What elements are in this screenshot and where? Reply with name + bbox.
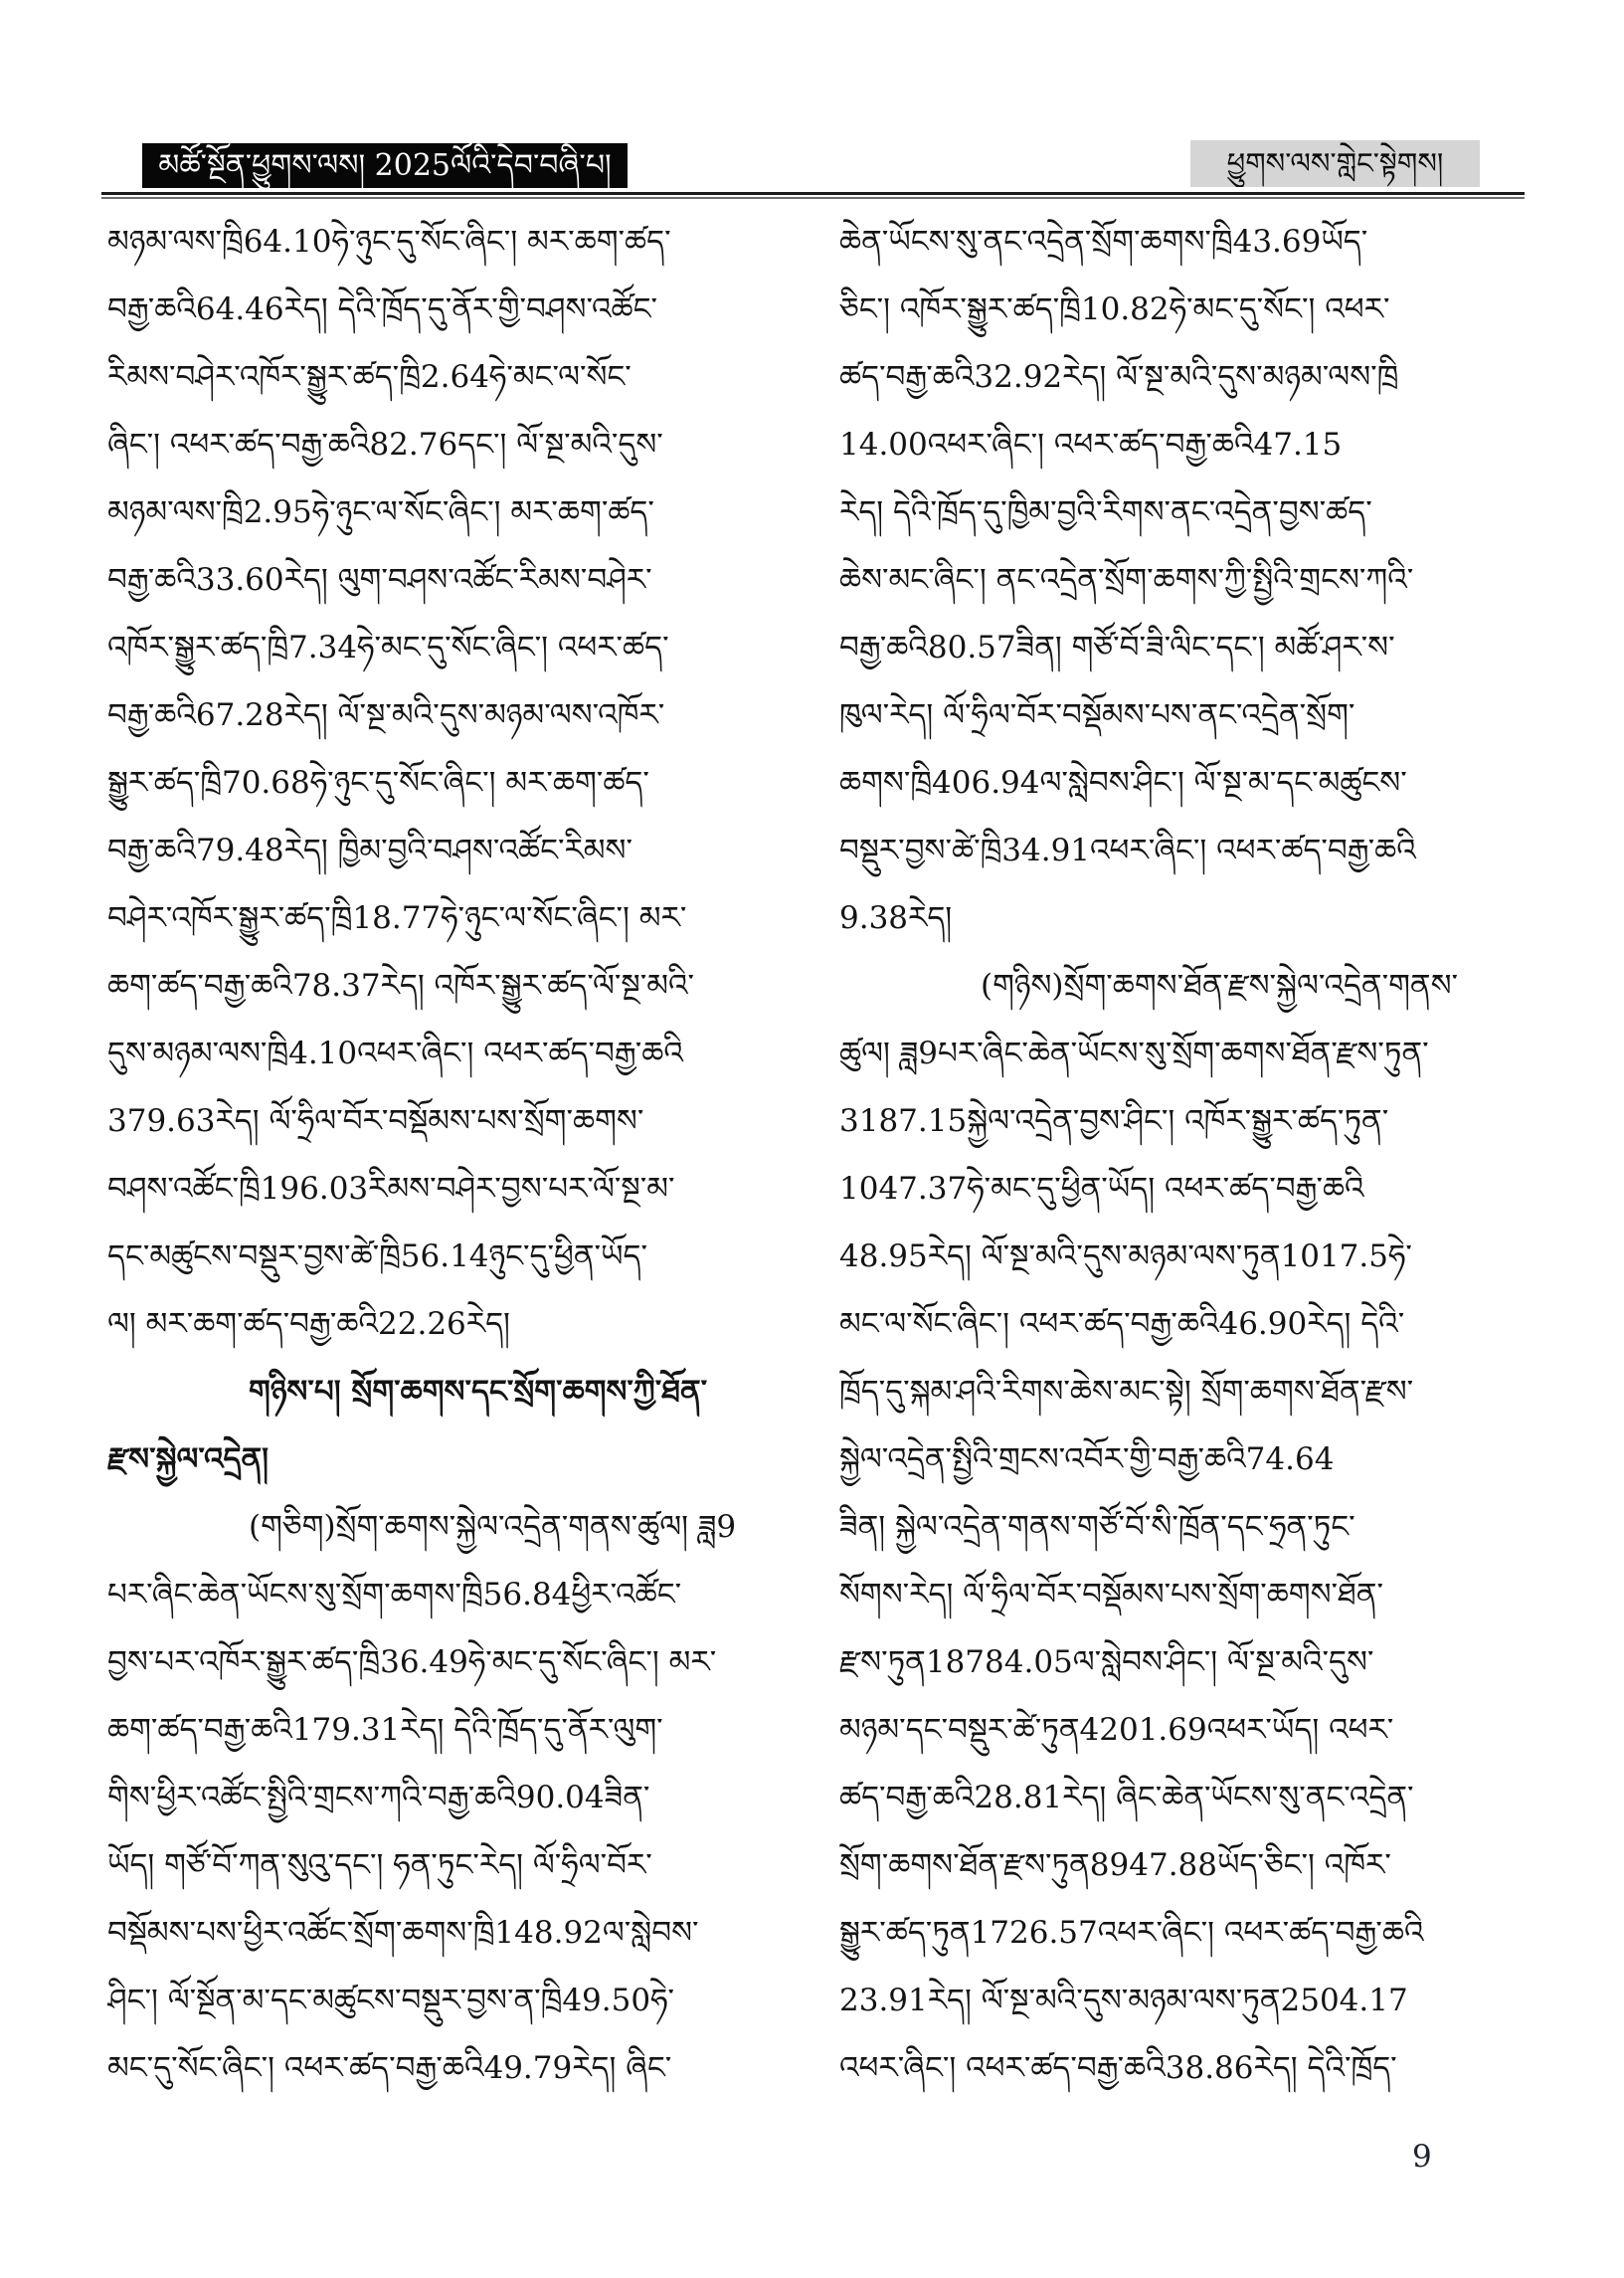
page-number: 9: [1412, 2139, 1432, 2175]
text-line: པར་ཞིང་ཆེན་ཡོངས་སུ་སྲོག་ཆགས་ཁྲི56.84ཕྱིར་འཚོང་: [107, 1577, 682, 1613]
text-line: སྲོག་ཆགས་ཐོན་རྫས་ཏུན8947.88ཡོད་ཅིང་། འཁོར་: [839, 1847, 1391, 1883]
text-line: རྫས་ཏུན18784.05ལ་སླེབས་ཤིང་། ལོ་སྔ་མའི་དུས་: [839, 1644, 1374, 1680]
section-heading-line: རྫས་སྐྱེལ་འདྲེན།: [107, 1441, 270, 1477]
text-line: བརྒྱ་ཆའི64.46རེད། དེའི་ཁྲོད་དུ་ནོར་གྱི་བཤས་འཚོང་: [107, 291, 658, 327]
text-line: ལ། མར་ཆག་ཚད་བརྒྱ་ཆའི22.26རེད།: [107, 1306, 510, 1342]
text-column-left: [107, 208, 782, 2102]
text-line: ཁྲོད་དུ་སྐམ་ཤའི་རིགས་ཆེས་མང་སྟེ། སྲོག་ཆགས་ཐོན་རྫས་: [839, 1374, 1414, 1410]
text-line: ཆེས་མང་ཞིང་། ནང་འདྲེན་སྲོག་ཆགས་ཀྱི་སྤྱིའི་གྲངས་ཀའི་: [839, 562, 1414, 598]
text-line: འཕར་ཞིང་། འཕར་ཚད་བརྒྱ་ཆའི38.86རེད། དེའི་ཁྲོད་: [839, 2050, 1397, 2086]
text-line: བརྒྱ་ཆའི33.60རེད། ལུག་བཤས་འཚོང་རིམས་བཤེར་: [107, 562, 652, 598]
text-line: ཆག་ཚད་བརྒྱ་ཆའི179.31རེད། དེའི་ཁྲོད་དུ་ནོར་ལུག་: [107, 1712, 663, 1748]
text-line: མཉམ་ལས་ཁྲི2.95ཧེ་ཉུང་ལ་སོང་ཞིང་། མར་ཆག་ཚད་: [107, 494, 654, 530]
section-heading-line: གཉིས་པ། སྲོག་ཆགས་དང་སྲོག་ཆགས་ཀྱི་ཐོན་: [249, 1374, 708, 1410]
text-line: བརྒྱ་ཆའི67.28རེད། ལོ་སྔ་མའི་དུས་མཉམ་ལས་འཁོར་: [107, 697, 665, 733]
text-line: མང་དུ་སོང་ཞིང་། འཕར་ཚད་བརྒྱ་ཆའི49.79རེད། ཞིང་: [107, 2050, 672, 2086]
text-line: 379.63རེད། ལོ་ཧྲིལ་བོར་བསྡོམས་པས་སྲོག་ཆགས་: [107, 1103, 644, 1139]
text-line: ཡོད། གཙོ་བོ་ཀན་སུའུ་དང་། ཧན་ཏུང་རེད། ལོ་ཧྲིལ་བོར་: [107, 1847, 652, 1883]
text-line: ཞིང་། འཕར་ཚད་བརྒྱ་ཆའི82.76དང་། ལོ་སྔ་མའི་དུས་: [107, 427, 663, 463]
text-line: 9.38རེད།: [839, 900, 953, 936]
header-rule-bottom: [101, 197, 1525, 199]
text-line: བསྡོམས་པས་ཕྱིར་འཚོང་སྲོག་ཆགས་ཁྲི148.92ལ་སླེབས་: [107, 1915, 699, 1951]
text-column-right: [839, 208, 1524, 2102]
section-title-banner: ཕྱུགས་ལས་གླེང་སྟེགས།: [1190, 140, 1480, 187]
text-line: 1047.37ཧེ་མང་དུ་ཕྱིན་ཡོད། འཕར་ཚད་བརྒྱ་ཆའི: [839, 1171, 1364, 1207]
text-line: སྒྱུར་ཚད་ཏུན1726.57འཕར་ཞིང་། འཕར་ཚད་བརྒྱ་ཆའི: [839, 1915, 1424, 1951]
text-line: དང་མཚུངས་བསྡུར་བྱས་ཚེ་ཁྲི56.14ཉུང་དུ་ཕྱིན་ཡོད་: [107, 1238, 647, 1274]
text-line: 48.95རེད། ལོ་སྔ་མའི་དུས་མཉམ་ལས་ཏུན1017.5ཧེ་: [839, 1238, 1412, 1274]
text-line: འཁོར་སྒྱུར་ཚད་ཁྲི7.34ཧེ་མང་དུ་སོང་ཞིང་། འཕར་ཚད་: [107, 630, 669, 665]
header-rule-top: [101, 192, 1525, 195]
text-line: གིས་ཕྱིར་འཚོང་སྤྱིའི་གྲངས་ཀའི་བརྒྱ་ཆའི90.04ཟིན་: [107, 1780, 650, 1815]
text-line: སོགས་རེད། ལོ་ཧྲིལ་བོར་བསྡོམས་པས་སྲོག་ཆགས་ཐོན་: [839, 1577, 1383, 1613]
subsection-line: (གཉིས)སྲོག་ཆགས་ཐོན་རྫས་སྐྱེལ་འདྲེན་གནས་: [981, 968, 1459, 1004]
text-line: ཚད་བརྒྱ་ཆའི32.92རེད། ལོ་སྔ་མའི་དུས་མཉམ་ལས་ཁྲི: [839, 359, 1399, 395]
text-line: བྱས་པར་འཁོར་སྒྱུར་ཚད་ཁྲི36.49ཧེ་མང་དུ་སོང་ཞིང་། མར་: [107, 1644, 717, 1680]
journal-title-banner: མཚོ་སྔོན་ཕྱུགས་ལས། 2025ལོའི་དེབ་བཞི་པ།: [142, 143, 628, 188]
text-line: མཉམ་དང་བསྡུར་ཚེ་ཏུན4201.69འཕར་ཡོད། འཕར་: [839, 1712, 1394, 1748]
text-line: ཅིང་། འཁོར་སྒྱུར་ཚད་ཁྲི10.82ཧེ་མང་དུ་སོང་། འཕར་: [839, 291, 1390, 327]
text-line: དུས་མཉམ་ལས་ཁྲི4.10འཕར་ཞིང་། འཕར་ཚད་བརྒྱ་ཆའི: [107, 1036, 683, 1071]
text-line: ཆགས་ཁྲི406.94ལ་སླེབས་ཤིང་། ལོ་སྔ་མ་དང་མཚུངས་: [839, 765, 1407, 801]
text-line: མཉམ་ལས་ཁྲི64.10ཧེ་ཉུང་དུ་སོང་ཞིང་། མར་ཆག་ཚད་: [107, 224, 671, 260]
text-line: མང་ལ་སོང་ཞིང་། འཕར་ཚད་བརྒྱ་ཆའི46.90རེད། དེའི་: [839, 1306, 1405, 1342]
text-line: སྐྱེལ་འདྲེན་སྤྱིའི་གྲངས་འབོར་གྱི་བརྒྱ་ཆའི74.64: [839, 1441, 1335, 1477]
text-line: ཚད་བརྒྱ་ཆའི28.81རེད། ཞིང་ཆེན་ཡོངས་སུ་ནང་འདྲེན་: [839, 1780, 1414, 1815]
text-line: 3187.15སྐྱེལ་འདྲེན་བྱས་ཤིང་། འཁོར་སྒྱུར་ཚད་ཏུན་: [839, 1103, 1389, 1139]
text-line: བཤེར་འཁོར་སྒྱུར་ཚད་ཁྲི18.77ཧེ་ཉུང་ལ་སོང་ཞིང་། མར་: [107, 900, 687, 936]
text-line: ཆག་ཚད་བརྒྱ་ཆའི78.37རེད། འཁོར་སྒྱུར་ཚད་ལོ་སྔ་མའི་: [107, 968, 695, 1004]
text-line: ཚུལ། ཟླ9པར་ཞིང་ཆེན་ཡོངས་སུ་སྲོག་ཆགས་ཐོན་རྫས་ཏུན་: [839, 1036, 1429, 1071]
text-line: 14.00འཕར་ཞིང་། འཕར་ཚད་བརྒྱ་ཆའི47.15: [839, 427, 1343, 463]
text-line: རེད། དེའི་ཁྲོད་དུ་ཁྱིམ་བྱའི་རིགས་ནང་འདྲེན་བྱས་ཚད་: [839, 494, 1372, 530]
text-line: བརྒྱ་ཆའི79.48རེད། ཁྱིམ་བྱའི་བཤས་འཚོང་རིམས་: [107, 833, 632, 868]
subsection-line: (གཅིག)སྲོག་ཆགས་སྐྱེལ་འདྲེན་གནས་ཚུལ། ཟླ9: [249, 1509, 737, 1545]
text-line: ཟིན། སྐྱེལ་འདྲེན་གནས་གཙོ་བོ་སི་ཁྲོན་དང་ཧྲན་ཏུང་: [839, 1509, 1355, 1545]
text-line: ཁུལ་རེད། ལོ་ཧྲིལ་བོར་བསྡོམས་པས་ནང་འདྲེན་སྲོག་: [839, 697, 1355, 733]
text-line: ཤིང་། ལོ་སྔོན་མ་དང་མཚུངས་བསྡུར་བྱས་ན་ཁྲི49.50ཧེ་: [107, 1983, 675, 2018]
text-line: བཤས་འཚོང་ཁྲི196.03རིམས་བཤེར་བྱས་པར་ལོ་སྔ་མ་: [107, 1171, 675, 1207]
text-line: བསྡུར་བྱས་ཚེ་ཁྲི34.91འཕར་ཞིང་། འཕར་ཚད་བརྒྱ་ཆའི: [839, 833, 1416, 868]
text-line: 23.91རེད། ལོ་སྔ་མའི་དུས་མཉམ་ལས་ཏུན2504.17: [839, 1983, 1408, 2018]
text-line: སྒྱུར་ཚད་ཁྲི70.68ཧེ་ཉུང་དུ་སོང་ཞིང་། མར་ཆག་ཚད་: [107, 765, 649, 801]
text-line: བརྒྱ་ཆའི80.57ཟིན། གཙོ་བོ་ཟི་ལིང་དང་། མཚོ་ཤར་ས་: [839, 630, 1395, 665]
text-line: ཆེན་ཡོངས་སུ་ནང་འདྲེན་སྲོག་ཆགས་ཁྲི43.69ཡོད་: [839, 224, 1368, 260]
text-line: རིམས་བཤེར་འཁོར་སྒྱུར་ཚད་ཁྲི2.64ཧེ་མང་ལ་སོང་: [107, 359, 632, 395]
